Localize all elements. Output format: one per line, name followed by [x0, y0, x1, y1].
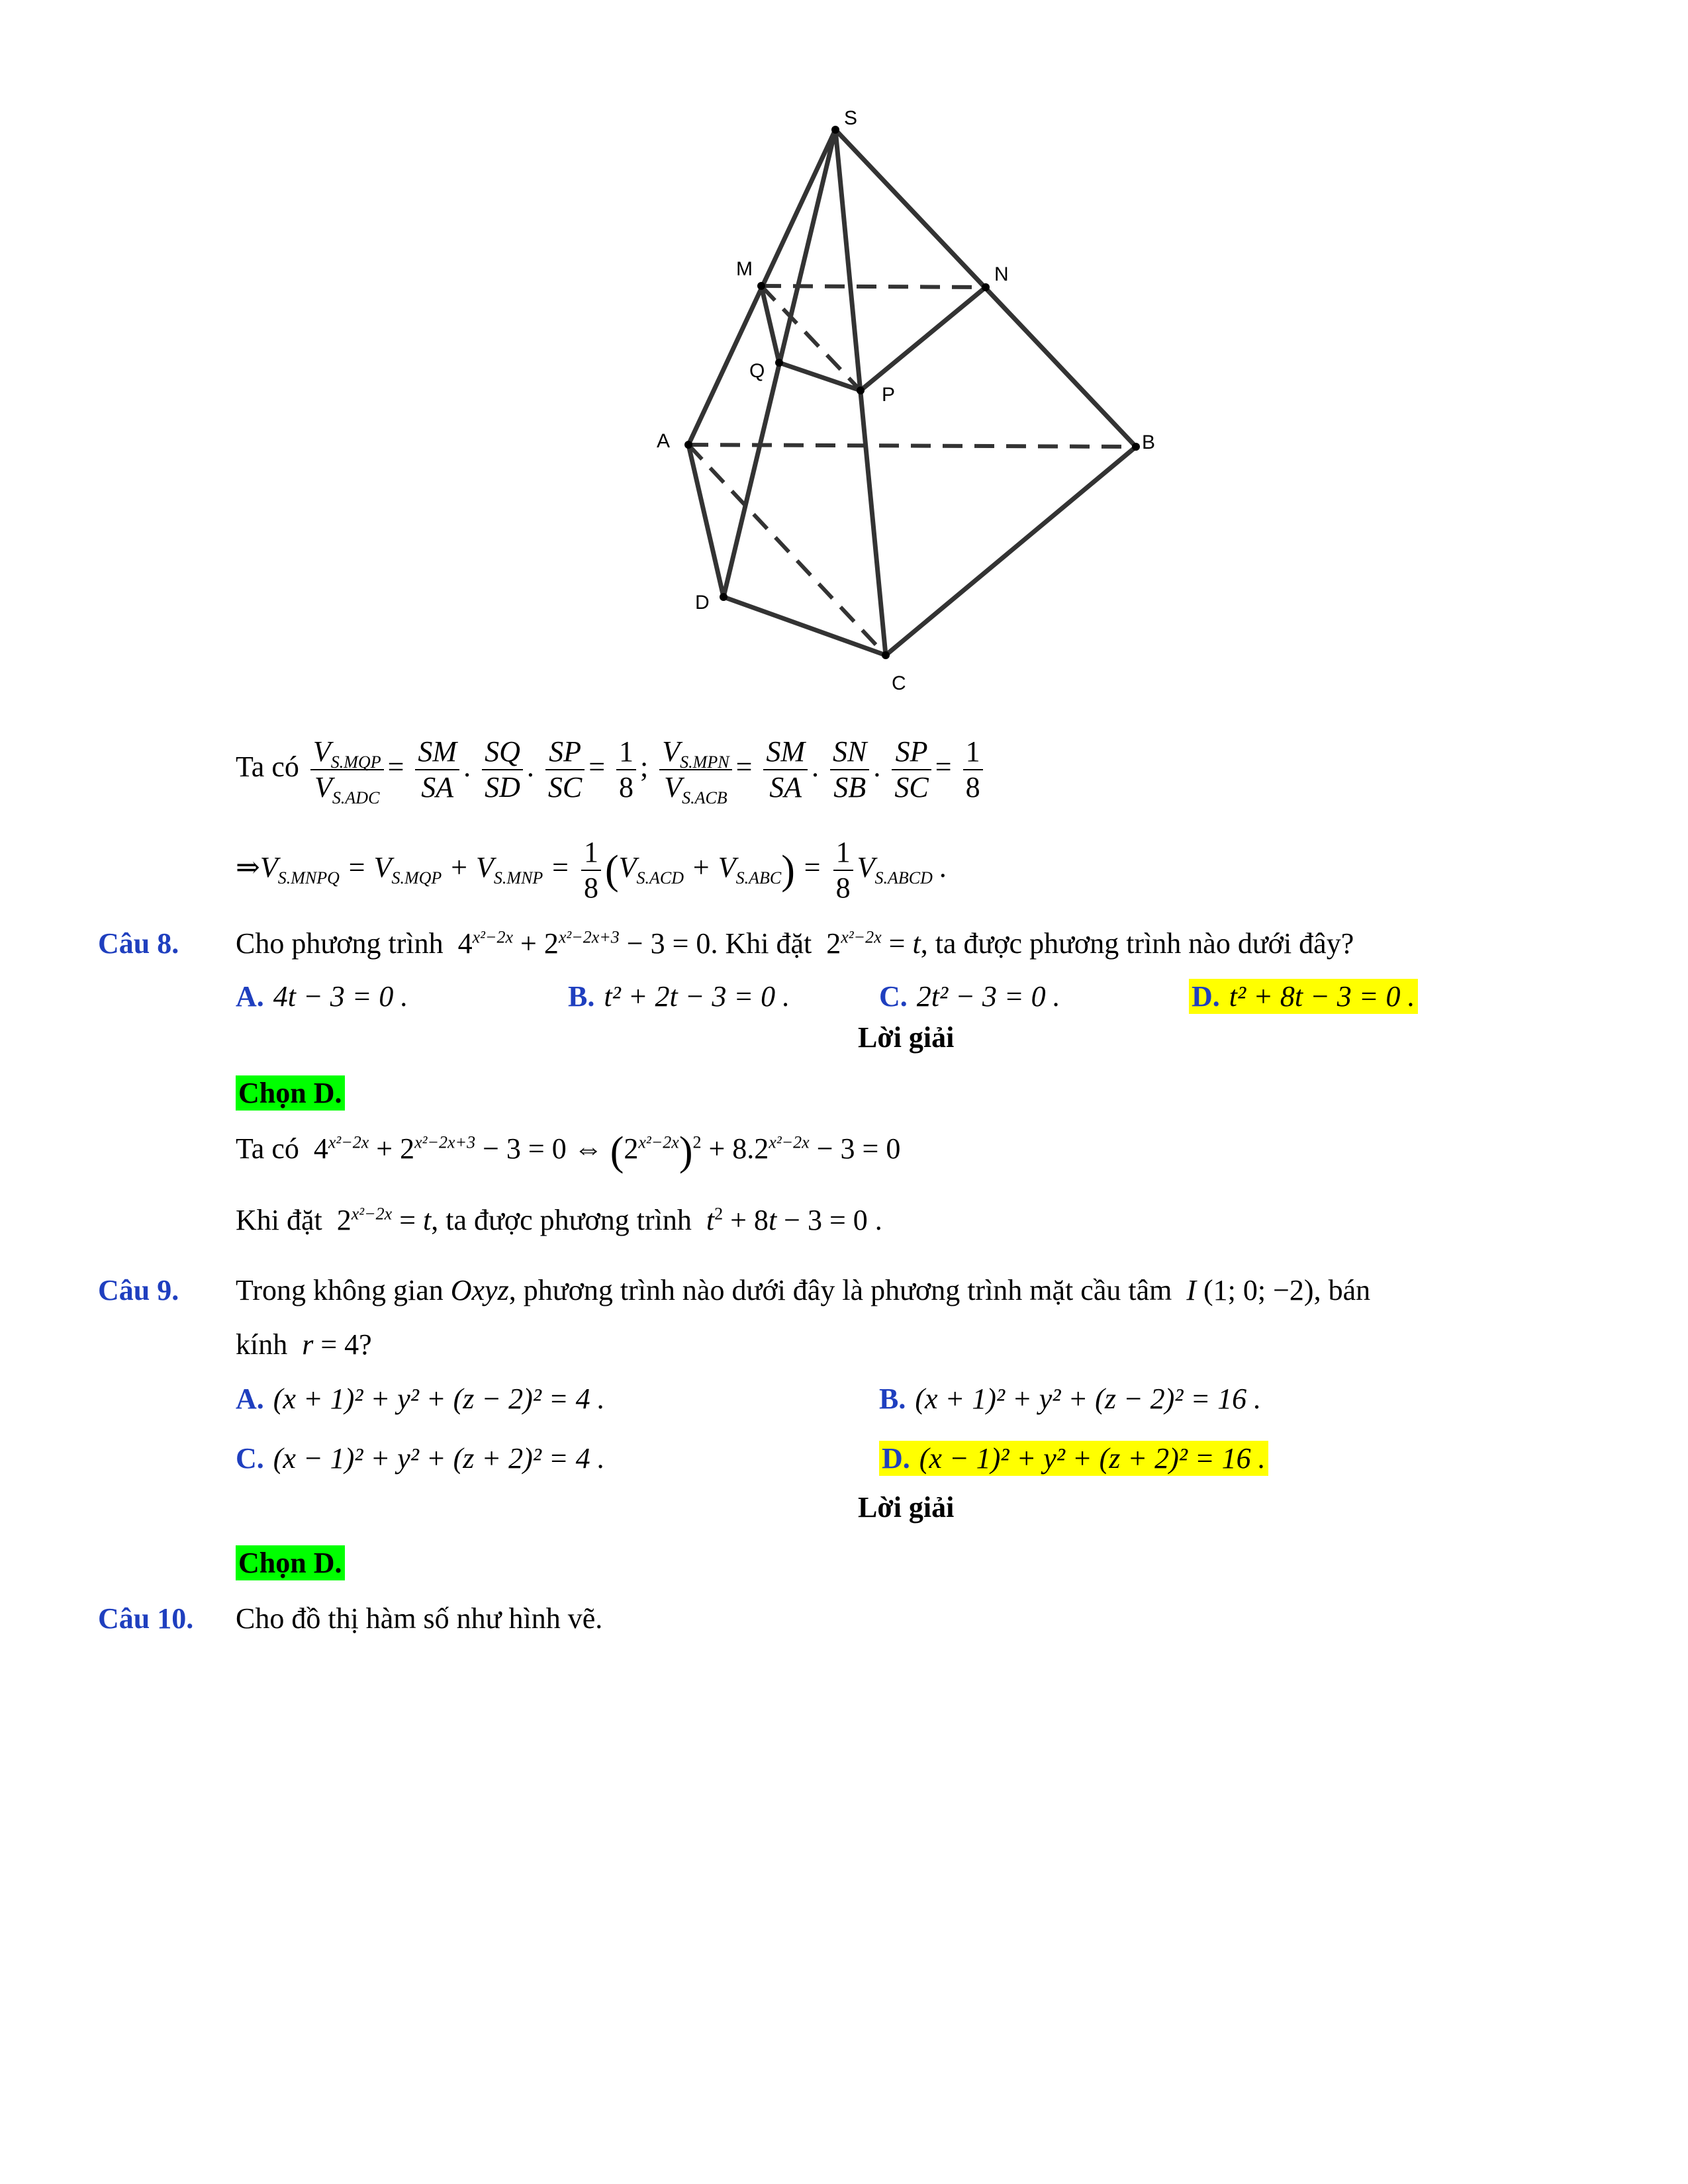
edge-CB: [886, 447, 1136, 655]
edge-AB-dashed: [688, 445, 1136, 447]
label-A: A: [657, 430, 671, 452]
edge-QP: [779, 363, 861, 390]
q9-number: Câu 9.: [98, 1274, 179, 1306]
edge-AD: [688, 445, 724, 597]
pyramid-figure: [0, 0, 1688, 715]
edge-AC-dashed: [688, 445, 886, 655]
q9-stem-line1: Trong không gian Oxyz, phương trình nào dưới đây là phương trình mặt cầu tâm I (1; 0; −2), bán: [236, 1274, 1371, 1306]
q8-solution-title: Lời giải: [858, 1021, 955, 1054]
q8-option-a[interactable]: A. 4t − 3 = 0 .: [236, 980, 408, 1013]
q8-option-c[interactable]: C. 2t² − 3 = 0 .: [879, 980, 1060, 1013]
q9-option-a[interactable]: A. (x + 1)² + y² + (z − 2)² = 4 .: [236, 1383, 605, 1415]
frac-v-mqp: $\frac{V_{S.MQP}}{V_{S.ADC}}$: [310, 735, 384, 805]
edge-PN: [861, 287, 986, 390]
q8-solution-line2: Khi đặt $2^{x^2-2x} = t$, ta được phương trình $t^2 + 8t - 3 = 0$ .: [236, 1204, 882, 1236]
implies-line: $\Rightarrow V_{S.MNPQ} = V_{S.MQP} + V_{S.MNP}$ = $\frac{1}{8}$ $(V_{S.ACD} + V_{S.ABC})$ = $\frac{1}{8}$ $V_{S.ABCD}$ .: [236, 836, 947, 904]
label-B: B: [1142, 432, 1156, 453]
q8-solution-line1: Ta có $4^{x^2-2x} + 2^{x^2-2x+3} - 3 = 0$ ⇔ $(2^{x^2-2x})^2 + 8.2^{x^2-2x} - 3 = 0$: [236, 1128, 901, 1174]
q8-option-d[interactable]: D. t² + 8t − 3 = 0 .: [1189, 978, 1418, 1015]
label-D: D: [695, 592, 710, 614]
q9-choice: Chọn D.: [236, 1545, 345, 1582]
edge-DC: [724, 597, 886, 655]
q9-option-d[interactable]: D. (x − 1)² + y² + (z + 2)² = 16 .: [879, 1440, 1268, 1477]
q9-option-b[interactable]: B. (x + 1)² + y² + (z − 2)² = 16 .: [879, 1383, 1262, 1415]
label-P: P: [882, 384, 896, 406]
ta-co-label: Ta có: [236, 751, 299, 784]
q9-stem-line2: kính r = 4?: [236, 1328, 372, 1361]
q8-option-b[interactable]: B. t² + 2t − 3 = 0 .: [568, 980, 790, 1013]
q9-solution-title: Lời giải: [858, 1491, 955, 1524]
frac-v-mpn: $\frac{V_{S.MPN}}{V_{S.ACB}}$: [659, 735, 731, 805]
label-Q: Q: [749, 360, 765, 382]
label-N: N: [994, 263, 1009, 285]
q9-option-c[interactable]: C. (x − 1)² + y² + (z + 2)² = 4 .: [236, 1442, 605, 1475]
label-C: C: [892, 672, 906, 694]
q10-stem: Cho đồ thị hàm số như hình vẽ.: [236, 1602, 603, 1635]
q8-choice: Chọn D.: [236, 1075, 345, 1112]
q8-number: Câu 8.: [98, 927, 179, 960]
edge-MN-dashed: [761, 286, 986, 287]
label-S: S: [844, 107, 858, 129]
q10-number: Câu 10.: [98, 1602, 194, 1635]
ratio-line: Ta có $\frac{V_{S.MQP}}{V_{S.ADC}}$ = $\frac{SM}{SA}$ . $\frac{SQ}{SD}$ . $\frac{SP}{SC}$ = $\frac{1}{8}$ ; $\frac{V_{S.MPN}}{V_{S.ACB}}$ = $\frac{SM}{SA}$ . $\frac{SN}{SB}$ . $\frac{SP}{SC}$ = $\frac{1}{8}$: [236, 735, 987, 805]
q8-stem: Cho phương trình $4^{x^2-2x} + 2^{x^2-2x+3} - 3 = 0$. Khi đặt $2^{x^2-2x} = t$, ta được phương trình nào dưới đây?: [236, 927, 1354, 960]
label-M: M: [736, 258, 753, 280]
